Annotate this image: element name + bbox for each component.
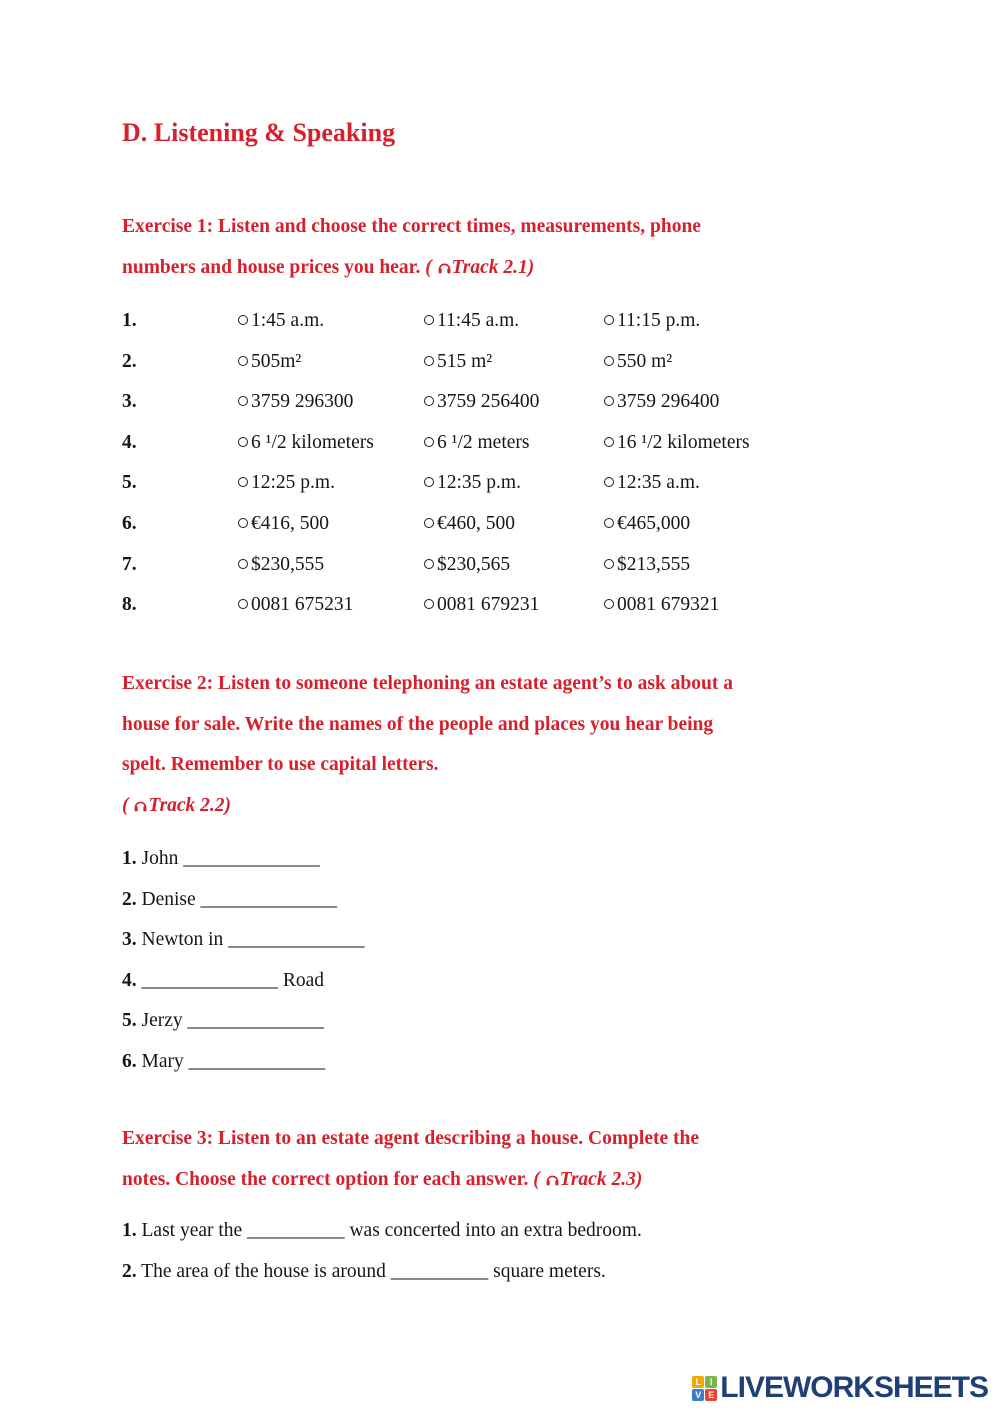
item-number: 3.: [122, 391, 137, 413]
option-row-7: [122, 545, 750, 586]
item-number: 1.: [122, 848, 137, 869]
note-item-2: [122, 1252, 642, 1293]
option-row-2: [122, 342, 750, 383]
radio-circle-icon[interactable]: [424, 315, 434, 325]
item-text: Mary: [141, 1050, 189, 1072]
radio-option[interactable]: [424, 585, 604, 626]
radio-option[interactable]: [604, 545, 750, 586]
exercise2-items: [122, 839, 365, 1082]
headphones-icon: [133, 798, 148, 813]
radio-circle-icon[interactable]: [424, 518, 434, 528]
item-number: 5.: [122, 472, 137, 494]
radio-option[interactable]: [424, 382, 604, 423]
radio-option[interactable]: [604, 504, 750, 545]
item-text: The area of the house is around: [141, 1260, 391, 1282]
radio-circle-icon[interactable]: [424, 356, 434, 366]
radio-option[interactable]: [604, 463, 750, 504]
option-row-3: [122, 382, 750, 423]
radio-circle-icon[interactable]: [238, 437, 248, 447]
radio-circle-icon[interactable]: [238, 477, 248, 487]
exercise2-heading-line3: spelt. Remember to use capital letters.: [122, 754, 439, 775]
option-label: 12:25 p.m.: [251, 472, 335, 494]
radio-circle-icon[interactable]: [238, 356, 248, 366]
fill-item-3: [122, 920, 365, 961]
option-label: €465,000: [617, 512, 691, 534]
exercise3-track-ref: [533, 1169, 642, 1190]
item-number: 4.: [122, 969, 137, 991]
option-label: $230,565: [437, 553, 511, 575]
radio-option[interactable]: [238, 423, 424, 464]
radio-option[interactable]: [604, 342, 750, 383]
logo-square-i: I: [705, 1376, 717, 1388]
item-text: square meters.: [488, 1260, 606, 1282]
item-text: Last year the: [141, 1220, 248, 1241]
option-label: 0081 679231: [437, 594, 540, 616]
option-label: 11:15 p.m.: [617, 310, 701, 331]
radio-circle-icon[interactable]: [238, 518, 248, 528]
answer-blank[interactable]: ______________: [228, 929, 365, 950]
radio-circle-icon[interactable]: [604, 315, 614, 325]
item-number: 2.: [122, 888, 137, 910]
option-row-6: [122, 504, 750, 545]
item-number: 3.: [122, 929, 137, 950]
radio-circle-icon[interactable]: [424, 396, 434, 406]
liveworksheets-logo[interactable]: [692, 1371, 988, 1405]
radio-option[interactable]: [238, 342, 424, 383]
option-label: 12:35 p.m.: [437, 472, 521, 494]
item-number: 6.: [122, 1050, 137, 1072]
option-label: 12:35 a.m.: [617, 472, 700, 494]
exercise2-heading: [122, 664, 733, 826]
item-number: 4.: [122, 431, 137, 453]
item-number: 2.: [122, 350, 137, 372]
option-label: 3759 256400: [437, 391, 540, 413]
option-label: 3759 296300: [251, 391, 354, 413]
exercise1-heading-line2: numbers and house prices you hear.: [122, 256, 426, 278]
exercise1-options: [122, 301, 750, 626]
option-row-5: [122, 463, 750, 504]
radio-circle-icon[interactable]: [238, 396, 248, 406]
logo-squares-icon: [692, 1376, 717, 1401]
radio-option[interactable]: [424, 504, 604, 545]
exercise3-heading-line1: Exercise 3: Listen to an estate agent describing a house. Complete the: [122, 1128, 699, 1149]
item-number: 5.: [122, 1010, 137, 1031]
item-text: John: [141, 848, 184, 869]
radio-option[interactable]: [238, 463, 424, 504]
fill-item-1: [122, 839, 365, 880]
option-label: 16 ¹/2 kilometers: [617, 431, 750, 453]
fill-item-6: [122, 1042, 365, 1083]
radio-circle-icon[interactable]: [238, 559, 248, 569]
track-open-paren: (: [533, 1168, 545, 1190]
option-label: €416, 500: [251, 512, 329, 534]
exercise2-heading-line1: Exercise 2: Listen to someone telephoning an estate agent’s to ask about a: [122, 673, 733, 694]
exercise1-track-ref: [425, 257, 534, 278]
page-title: D. Listening & Speaking: [122, 118, 396, 147]
radio-option[interactable]: [424, 545, 604, 586]
track-label: Track 2.1): [451, 256, 535, 278]
option-label: 6 ¹/2 meters: [437, 431, 530, 453]
logo-square-v: V: [692, 1389, 704, 1401]
fill-item-5: [122, 1001, 365, 1042]
radio-option[interactable]: [238, 301, 424, 342]
radio-circle-icon[interactable]: [604, 599, 614, 609]
radio-option[interactable]: [604, 382, 750, 423]
item-number: 2.: [122, 1260, 137, 1282]
headphones-icon: [437, 260, 452, 275]
option-label: 3759 296400: [617, 391, 720, 413]
radio-circle-icon[interactable]: [604, 356, 614, 366]
item-number: 7.: [122, 553, 137, 575]
option-label: €460, 500: [437, 512, 515, 534]
fill-item-4: [122, 961, 365, 1002]
option-label: 6 ¹/2 kilometers: [251, 431, 374, 453]
radio-circle-icon[interactable]: [238, 315, 248, 325]
logo-wordmark: LIVEWORKSHEETS: [720, 1371, 988, 1404]
option-label: 505m²: [251, 350, 302, 372]
radio-circle-icon[interactable]: [424, 599, 434, 609]
radio-option[interactable]: [238, 585, 424, 626]
radio-circle-icon[interactable]: [238, 599, 248, 609]
track-label: Track 2.2): [148, 794, 232, 816]
radio-option[interactable]: [424, 342, 604, 383]
option-label: 0081 679321: [617, 594, 720, 616]
option-label: 1:45 a.m.: [251, 310, 325, 331]
radio-circle-icon[interactable]: [604, 437, 614, 447]
track-open-paren: (: [122, 794, 134, 816]
item-number: 1.: [122, 1220, 137, 1241]
headphones-icon: [545, 1172, 560, 1187]
option-row-4: [122, 423, 750, 464]
answer-blank[interactable]: ______________: [183, 848, 320, 869]
answer-blank[interactable]: ______________: [200, 888, 338, 910]
radio-circle-icon[interactable]: [424, 559, 434, 569]
item-text: Road: [278, 969, 325, 991]
item-text: Jerzy: [141, 1010, 188, 1031]
option-row-1: [122, 301, 750, 342]
exercise1-heading-line1: Exercise 1: Listen and choose the correct times, measurements, phone: [122, 216, 701, 237]
answer-blank[interactable]: ______________: [187, 1010, 325, 1031]
exercise2-track-ref: [122, 795, 231, 816]
exercise3-heading: [122, 1119, 699, 1200]
radio-circle-icon[interactable]: [604, 559, 614, 569]
fill-item-2: [122, 880, 365, 921]
radio-circle-icon[interactable]: [424, 477, 434, 487]
radio-option[interactable]: [604, 301, 750, 342]
item-text: Denise: [141, 888, 201, 910]
option-row-8: [122, 585, 750, 626]
exercise1-heading: [122, 207, 701, 288]
radio-option[interactable]: [424, 463, 604, 504]
exercise3-heading-line2: notes. Choose the correct option for each answer.: [122, 1168, 534, 1190]
radio-option[interactable]: [604, 585, 750, 626]
exercise3-items: [122, 1211, 642, 1292]
item-number: 6.: [122, 512, 137, 534]
exercise2-heading-line2: house for sale. Write the names of the people and places you hear being: [122, 713, 714, 735]
radio-option[interactable]: [238, 504, 424, 545]
logo-square-e: E: [705, 1389, 717, 1401]
radio-circle-icon[interactable]: [604, 477, 614, 487]
radio-circle-icon[interactable]: [604, 518, 614, 528]
track-open-paren: (: [425, 256, 437, 278]
answer-blank[interactable]: ______________: [141, 969, 278, 991]
item-number: 1.: [122, 310, 137, 331]
radio-option[interactable]: [238, 545, 424, 586]
radio-circle-icon[interactable]: [604, 396, 614, 406]
note-item-1: [122, 1211, 642, 1252]
logo-square-l: L: [692, 1376, 704, 1388]
option-label: 515 m²: [437, 350, 493, 372]
radio-option[interactable]: [604, 423, 750, 464]
answer-blank[interactable]: ______________: [188, 1050, 326, 1072]
option-label: 0081 675231: [251, 594, 354, 616]
item-text: Newton in: [141, 929, 229, 950]
answer-blank[interactable]: __________: [247, 1220, 345, 1241]
radio-circle-icon[interactable]: [424, 437, 434, 447]
item-number: 8.: [122, 594, 137, 616]
option-label: 11:45 a.m.: [437, 310, 520, 331]
track-label: Track 2.3): [559, 1168, 643, 1190]
answer-blank[interactable]: __________: [390, 1260, 489, 1282]
item-text: was concerted into an extra bedroom.: [344, 1220, 642, 1241]
option-label: $213,555: [617, 553, 691, 575]
option-label: 550 m²: [617, 350, 673, 372]
option-label: $230,555: [251, 553, 325, 575]
radio-option[interactable]: [424, 301, 604, 342]
radio-option[interactable]: [424, 423, 604, 464]
radio-option[interactable]: [238, 382, 424, 423]
